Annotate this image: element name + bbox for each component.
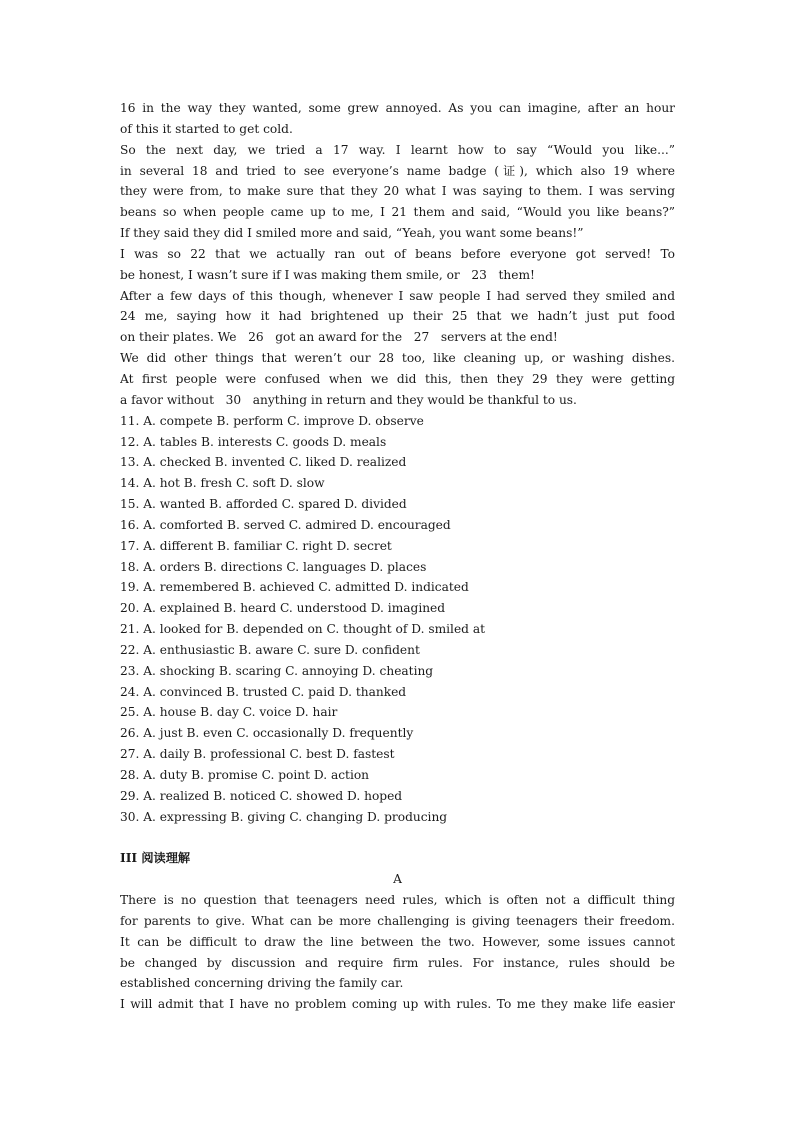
passage-label: A [393,872,402,887]
passage-line: We did other things that weren’t our 28 too, like cleaning up, or washing dishes. [120,351,675,366]
reading-passage [120,890,675,1015]
passage-line: After a few days of this though, whenever I saw people I had served they smiled and [120,288,675,303]
reading-line: established concerning driving the family car. [120,976,404,991]
reading-line: be changed by discussion and require firm rules. For instance, rules should be [120,955,675,970]
passage-line: on their plates. We 26 got an award for the 27 servers at the end! [120,330,558,345]
reading-line: I will admit that I have no problem coming up with rules. To me they make life easier [120,997,675,1012]
passage-line: of this it started to get cold. [120,121,293,136]
passage-line: be honest, I wasn’t sure if I was making them smile, or 23 them! [120,267,535,282]
option-row-19: 19. A. remembered B. achieved C. admitted D. indicated [120,580,469,595]
document-content [120,98,675,1015]
passage-line: I was so 22 that we actually ran out of beans before everyone got served! To [120,246,675,261]
option-row-12: 12. A. tables B. interests C. goods D. meals [120,434,387,449]
option-row-30: 30. A. expressing B. giving C. changing D. producing [120,809,448,824]
option-row-14: 14. A. hot B. fresh C. soft D. slow [120,476,325,491]
passage-line: If they said they did I smiled more and said, “Yeah, you want some beans!” [120,226,584,241]
option-row-17: 17. A. different B. familiar C. right D. secret [120,538,392,553]
option-row-29: 29. A. realized B. noticed C. showed D. hoped [120,788,403,803]
option-row-25: 25. A. house B. day C. voice D. hair [120,705,338,720]
option-row-22: 22. A. enthusiastic B. aware C. sure D. confident [120,642,420,657]
passage-line: they were from, to make sure that they 20 what I was saying to them. I was serving [120,184,675,199]
option-row-18: 18. A. orders B. directions C. languages D. places [120,559,427,574]
passage-line: 16 in the way they wanted, some grew annoyed. As you can imagine, after an hour [120,101,675,115]
option-row-15: 15. A. wanted B. afforded C. spared D. divided [120,497,407,512]
option-row-24: 24. A. convinced B. trusted C. paid D. thanked [120,684,407,699]
option-row-21: 21. A. looked for B. depended on C. thought of D. smiled at [120,622,485,637]
reading-line: There is no question that teenagers need rules, which is often not a difficult thing [120,893,675,908]
option-row-16: 16. A. comforted B. served C. admired D. encouraged [120,517,451,532]
answer-options [120,411,675,828]
section-heading: III 阅读理解 [120,851,191,866]
passage-line: 24 me, saying how it had brightened up their 25 that we hadn’t just put food [120,309,675,324]
option-row-28: 28. A. duty B. promise C. point D. action [120,768,370,782]
passage-line: At first people were confused when we did this, then they 29 they were getting [120,371,675,386]
option-row-13: 13. A. checked B. invented C. liked D. realized [120,455,407,470]
reading-line: It can be difficult to draw the line between the two. However, some issues cannot [120,934,675,949]
passage-line: beans so when people came up to me, I 21 them and said, “Would you like beans?” [120,205,675,220]
blank-line [120,828,675,849]
option-row-26: 26. A. just B. even C. occasionally D. frequently [120,726,414,741]
option-row-20: 20. A. explained B. heard C. understood D. imagined [120,601,446,616]
passage-line: in several 18 and tried to see everyone’s name badge (证), which also 19 where [120,163,675,178]
passage-line: a favor without 30 anything in return and they would be thankful to us. [120,392,577,407]
cloze-passage [120,98,675,411]
option-row-27: 27. A. daily B. professional C. best D. fastest [120,747,395,762]
passage-line: So the next day, we tried a 17 way. I learnt how to say “Would you like...” [120,142,675,157]
option-row-23: 23. A. shocking B. scaring C. annoying D. cheating [120,663,434,678]
reading-line: for parents to give. What can be more challenging is giving teenagers their freedom. [120,913,675,928]
option-row-11: 11. A. compete B. perform C. improve D. observe [120,413,424,428]
